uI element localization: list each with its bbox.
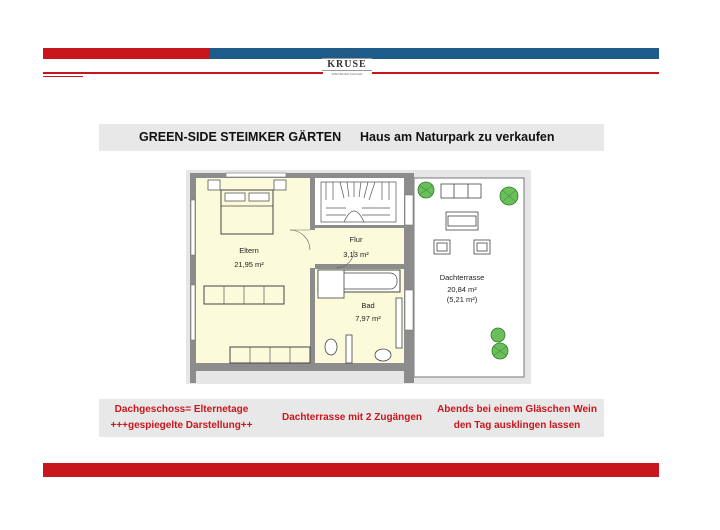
nightstand-right bbox=[274, 180, 286, 190]
room-label-eltern: Eltern bbox=[239, 246, 259, 255]
flur-floor bbox=[314, 227, 404, 268]
info-right bbox=[427, 402, 607, 434]
window-top bbox=[226, 173, 286, 177]
header-box bbox=[99, 124, 604, 151]
sink bbox=[375, 349, 391, 361]
room-area-eltern: 21,95 m² bbox=[234, 260, 264, 269]
wall-top bbox=[190, 173, 414, 178]
shower bbox=[318, 270, 344, 298]
toilet bbox=[325, 339, 337, 355]
window-left-2 bbox=[191, 285, 195, 340]
stair-floor bbox=[314, 178, 404, 227]
top-thin-line-right bbox=[372, 72, 659, 74]
logo-subtitle: IMMOBILIEN MAKLER bbox=[331, 72, 363, 76]
kruse-logo bbox=[322, 50, 372, 94]
room-label-flur: Flur bbox=[349, 235, 363, 244]
info-left-line2: +++gespiegelte Darstellung++ bbox=[110, 420, 253, 431]
room-area-bad: 7,97 m² bbox=[355, 314, 381, 323]
info-left bbox=[99, 402, 264, 434]
floor-plan bbox=[186, 170, 531, 384]
header-tagline: Haus am Naturpark zu verkaufen bbox=[360, 130, 555, 144]
wall-stair-bottom bbox=[315, 225, 404, 228]
room-area-terrasse: 20,84 m² bbox=[447, 285, 477, 294]
bath-cabinet bbox=[396, 298, 402, 348]
logo-crest: ESTD bbox=[338, 50, 356, 56]
pillow-right bbox=[249, 193, 269, 201]
info-right-line1: Abends bei einem Gläschen Wein bbox=[437, 404, 597, 415]
header-project-title: GREEN-SIDE STEIMKER GÄRTEN bbox=[139, 130, 342, 144]
wall-bad-left bbox=[310, 268, 315, 363]
terrace-sofa bbox=[441, 184, 481, 198]
logo-name: KRUSE bbox=[322, 58, 372, 71]
info-box bbox=[99, 399, 604, 437]
room-label-bad: Bad bbox=[361, 301, 375, 310]
room-label-terrasse: Dachterrasse bbox=[439, 273, 485, 282]
info-middle: Dachterrasse mit 2 Zugängen bbox=[281, 412, 423, 423]
bath-partition bbox=[346, 335, 352, 363]
top-thin-line-shadow bbox=[43, 76, 83, 77]
info-right-line2: den Tag ausklingen lassen bbox=[453, 420, 581, 431]
top-red-bar bbox=[43, 48, 210, 59]
wall-bottom bbox=[190, 363, 414, 371]
door-terrace-2 bbox=[405, 290, 413, 330]
wall-stair-left bbox=[310, 178, 315, 230]
top-blue-bar bbox=[210, 48, 659, 59]
room-area-flur: 3,13 m² bbox=[343, 250, 369, 259]
top-thin-line-left bbox=[43, 72, 323, 74]
bottom-red-bar bbox=[43, 463, 659, 477]
window-left-1 bbox=[191, 200, 195, 255]
pillow-left bbox=[225, 193, 245, 201]
door-terrace-1 bbox=[405, 195, 413, 225]
wall-bad-top bbox=[315, 264, 404, 269]
info-left-line1: Dachgeschoss= Elternetage bbox=[114, 404, 249, 415]
room-area-terrasse-reduced: (5,21 m²) bbox=[446, 295, 478, 304]
plant-icon bbox=[491, 328, 505, 342]
nightstand-left bbox=[208, 180, 220, 190]
